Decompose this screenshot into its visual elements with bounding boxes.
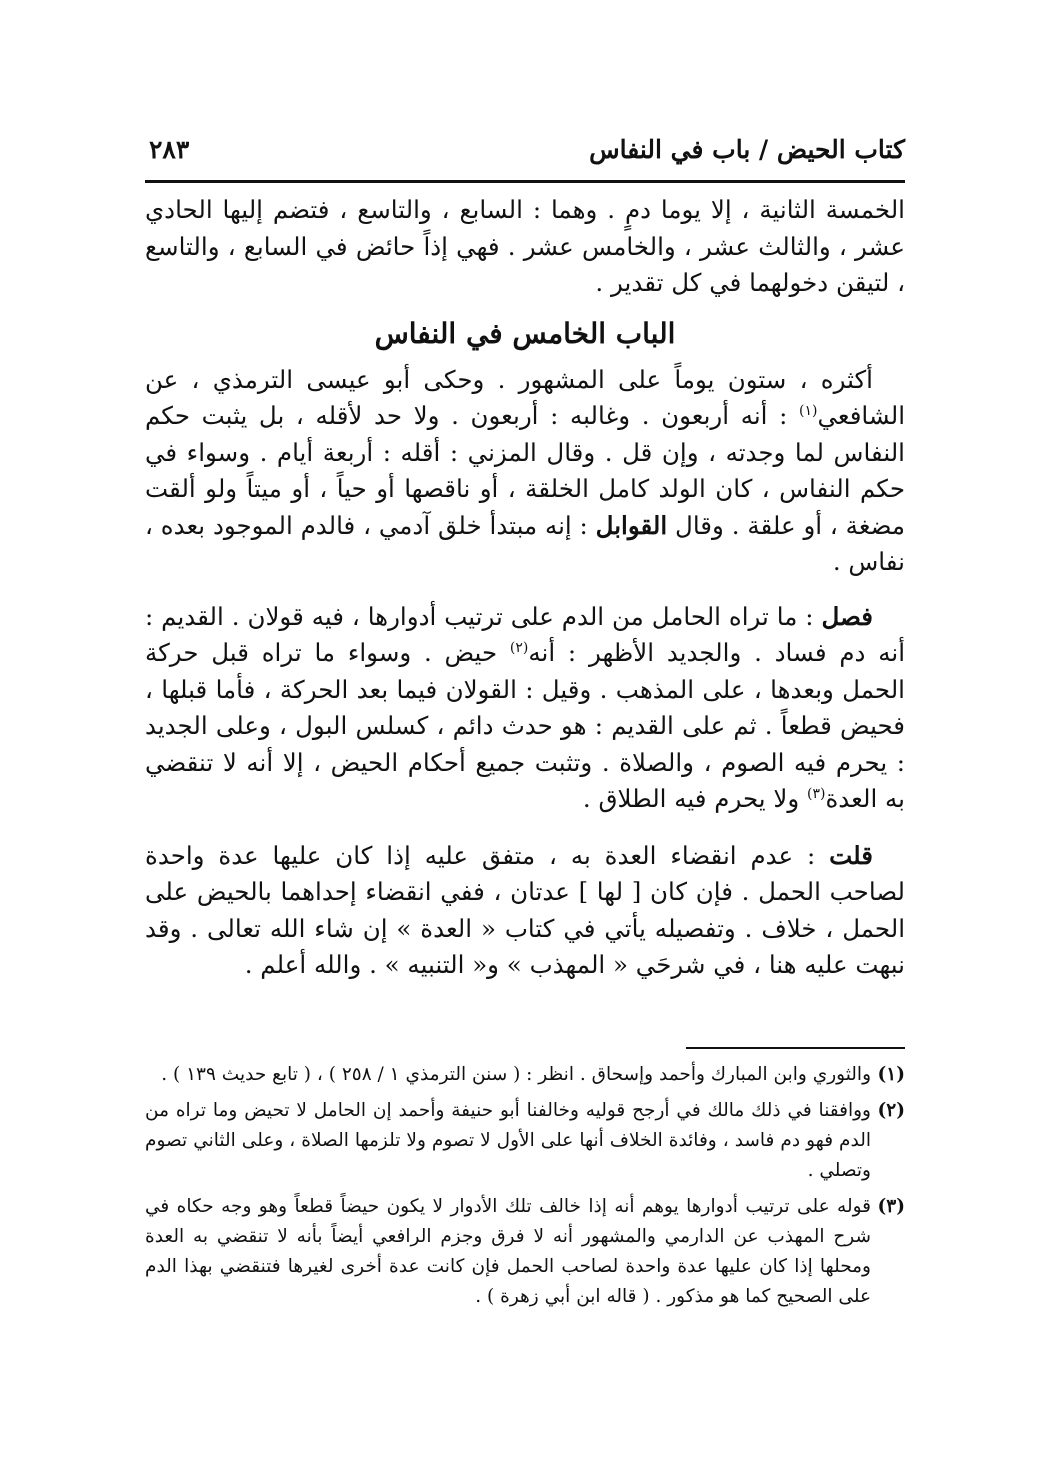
paragraph-text: : ما تراه الحامل من الدم على ترتيب أدوارها ، فيه قولان . القديم : أنه دم فساد . والجديد الأظهر : أنه xyxy=(145,601,905,667)
keyword: قلت xyxy=(829,840,873,870)
header-rule xyxy=(145,180,905,183)
paragraph-text: حيض . وسواء ما تراه قبل حركة الحمل وبعدها ، على المذهب . وقيل : القولان فيما بعد الحركة ، فأما قبلها ، فحيض قطعاً . ثم على القديم : هو حدث دائم ، كسلس البول ، وعلى الجديد : يحرم فيه الصوم ، والصلاة . وتثبت جميع أحكام الحيض ، إلا أنه لا تنقضي به العدة xyxy=(145,638,905,813)
footnotes xyxy=(145,1060,905,1318)
page-header xyxy=(145,135,905,177)
footnote-ref[interactable]: (١) xyxy=(798,402,818,419)
paragraph-text: : إنه مبتدأ خلق آدمي ، فالدم الموجود بعده ، نفاس . xyxy=(145,510,905,576)
footnote-number: (٣) xyxy=(877,1196,905,1217)
paragraph-text: : أنه أربعون . وغالبه : أربعون . ولا حد لأقله ، بل يثبت حكم النفاس لما وجدته ، وإن قل . وقال المزني : أقله : أربعة أيام . وسواء في حكم النفاس ، كان الولد كامل الخلقة ، أو ناقصها أو حياً ، أو ميتاً ولو ألقت مضغة ، أو علقة . وقال xyxy=(145,401,906,540)
fasl-paragraph xyxy=(145,599,905,818)
footnote-text: والثوري وابن المبارك وأحمد وإسحاق . انظر : ( سنن الترمذي ١ / ٢٥٨ ) ، ( تابع حديث ١٣٩ ) . xyxy=(161,1064,871,1085)
footnote-number: (١) xyxy=(877,1064,905,1085)
page-number: ٢٨٣ xyxy=(149,135,190,164)
footnote xyxy=(145,1192,905,1312)
main-text xyxy=(145,192,905,984)
paragraph-text: أكثره ، ستون يوماً على المشهور . وحكى أبو عيسى الترمذي ، عن الشافعي xyxy=(145,364,905,430)
footnote-separator xyxy=(686,1047,905,1049)
footnote-number: (٢) xyxy=(877,1100,905,1121)
footnote-ref[interactable]: (٣) xyxy=(807,785,826,802)
nifas-duration-paragraph xyxy=(145,362,905,581)
keyword: فصل xyxy=(821,601,873,631)
footnote-text: قوله على ترتيب أدوارها يوهم أنه إذا خالف تلك الأدوار لا يكون حيضاً قطعاً وهو وجه حكاه في شرح المهذب عن الدارمي والمشهور أنه لا فرق وجزم الرافعي أيضاً بأنه لا تنقضي به العدة ومحلها إذا كان عليها عدة واحدة لصاحب الحمل فإن كانت عدة أخرى لغيرها فتنقضي بهذا الدم على الصحيح كما هو مذكور . ( قاله ابن أبي زهرة ) . xyxy=(145,1196,871,1307)
running-title: كتاب الحيض / باب في النفاس xyxy=(589,135,905,164)
footnote xyxy=(145,1096,905,1186)
paragraph-text: : عدم انقضاء العدة به ، متفق عليه إذا كان عليها عدة واحدة لصاحب الحمل . فإن كان [ لها ] عدتان ، ففي انقضاء إحداهما بالحيض على الحمل ، خلاف . وتفصيله يأتي في كتاب « العدة » إن شاء الله تعالى . وقد نبهت عليه هنا ، في شرحَي « المهذب » و« التنبيه » . والله أعلم . xyxy=(145,840,905,979)
qultu-paragraph xyxy=(145,838,905,984)
chapter-title: الباب الخامس في النفاس xyxy=(374,316,676,350)
paragraph-text: ولا يحرم فيه الطلاق . xyxy=(582,784,807,813)
footnote-text: ووافقنا في ذلك مالك في أرجح قوليه وخالفنا أبو حنيفة وأحمد إن الحامل لا تحيض وما تراه من الدم فهو دم فاسد ، وفائدة الخلاف أنها على الأول لا تصوم ولا تلزمها الصلاة ، وعلى الثاني تصوم وتصلي . xyxy=(145,1100,871,1181)
keyword: القوابل xyxy=(595,510,668,540)
continuation-paragraph: الخمسة الثانية ، إلا يوما دمٍ . وهما : السابع ، والتاسع ، فتضم إليها الحادي عشر ، والثالث عشر ، والخامس عشر . فهي إذاً حائض في السابع ، والتاسع ، لتيقن دخولهما في كل تقدير . xyxy=(145,195,905,297)
footnote-ref[interactable]: (٢) xyxy=(509,639,529,656)
footnote xyxy=(145,1060,905,1090)
